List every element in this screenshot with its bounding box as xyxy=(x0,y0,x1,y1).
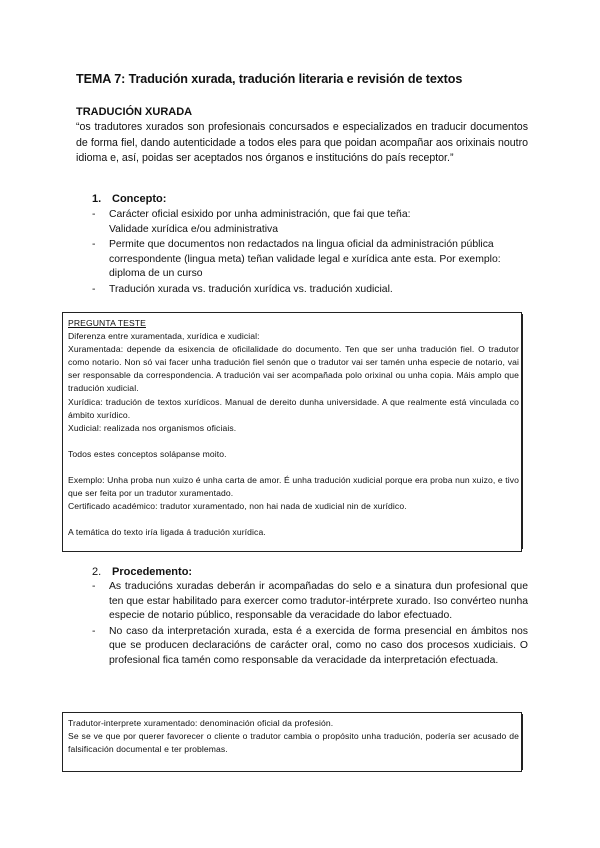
concept-list xyxy=(92,208,528,299)
list-item: - No caso da interpretación xurada, esta é a exercida de forma presencial en ámbitos nos que se producen declaracións de carácter oral, como no caso dos procesos xudiciais. O profesional fica tamén como responsable da veracidade da interpretación efectuada. xyxy=(92,625,528,669)
list-item: - Carácter oficial esixido por unha administración, que fai que teña: Validade xurídica e/ou administrativa xyxy=(92,208,528,237)
test-question-box xyxy=(62,312,522,552)
list-item: - Permite que documentos non redactados na lingua oficial da administración pública correspondente (lingua meta) teñan validade legal e xurídica ante esta. Por exemplo: diploma de un curso xyxy=(92,238,528,282)
definition-quote: “os tradutores xurados son profesionais concursados e especializados en traducir documentos de forma fiel, dando autenticidade a todos eles para que poidan acompañar aos orixinais noutro idioma e, así, poidas ser aceptados nos órganos e institucións do país receptor.” xyxy=(76,121,528,164)
box-shadow xyxy=(521,314,523,549)
definition-xuramentada: Xuramentada: depende da esixencia de oficilalidade do documento. Ten que ser unha tradución fiel. O tradutor como notario. Non só vai facer unha tradución fiel senón que o tradutor vai ser tamén unha especie de notario, vai ser responsable da correspondencia. A tradución vai ser acompañada polo orixinal ou unha copia. Máis amplo que tradución xudicial. xyxy=(68,344,519,394)
concept-heading-text: Concepto: xyxy=(112,193,167,205)
note-line-2: Se se ve que por querer favorecer o cliente o tradutor cambia o propósito unha tradución, podería ser acusado de falsificación documental e ter problemas. xyxy=(68,731,519,755)
section-heading: TRADUCIÓN XURADA xyxy=(76,106,193,118)
procedure-number: 2. xyxy=(92,566,102,578)
procedure-heading-text: Procedemento: xyxy=(112,566,193,578)
box-shadow xyxy=(521,714,523,770)
note-box xyxy=(62,712,522,772)
question-intro: Diferenza entre xuramentada, xurídica e xudicial: xyxy=(68,331,260,342)
list-item: - As traducións xuradas deberán ir acompañadas do selo e a sinatura dun profesional que ten que estar habilitado para exercer como tradutor-intérprete xurado. Iso convérteo nunha especie de notario público, responsable da veracidade do labor efectuado. xyxy=(92,580,528,624)
theme-text: A temática do texto iría ligada á tradución xurídica. xyxy=(68,527,266,538)
list-item: - Tradución xurada vs. tradución xurídica vs. tradución xudicial. xyxy=(92,283,528,298)
concept-number: 1. xyxy=(92,193,102,205)
certificate-text: Certificado académico: tradutor xuramentado, non hai nada de xudicial nin de xurídico. xyxy=(68,501,407,512)
overlap-note: Todos estes conceptos solápanse moito. xyxy=(68,448,227,459)
concept-heading xyxy=(92,193,166,205)
procedure-list xyxy=(92,580,528,670)
definition-xuridica: Xurídica: tradución de textos xurídicos. Manual de dereito dunha universidade. A que realmente está vinculada co ámbito xurídico. xyxy=(68,396,519,420)
question-label: PREGUNTA TESTE xyxy=(68,318,146,328)
note-line-1: Tradutor-interprete xuramentado: denominación oficial da profesión. xyxy=(68,718,334,728)
definition-xudicial: Xudicial: realizada nos organismos oficiais. xyxy=(68,422,237,433)
example-text: Exemplo: Unha proba nun xuizo é unha carta de amor. É unha tradución xudicial porque era proba nun xuizo, e tivo que ser feita por un tradutor xuramentado. xyxy=(68,474,519,499)
page-title: TEMA 7: Tradución xurada, tradución literaria e revisión de textos xyxy=(76,72,463,86)
procedure-heading xyxy=(92,566,192,578)
